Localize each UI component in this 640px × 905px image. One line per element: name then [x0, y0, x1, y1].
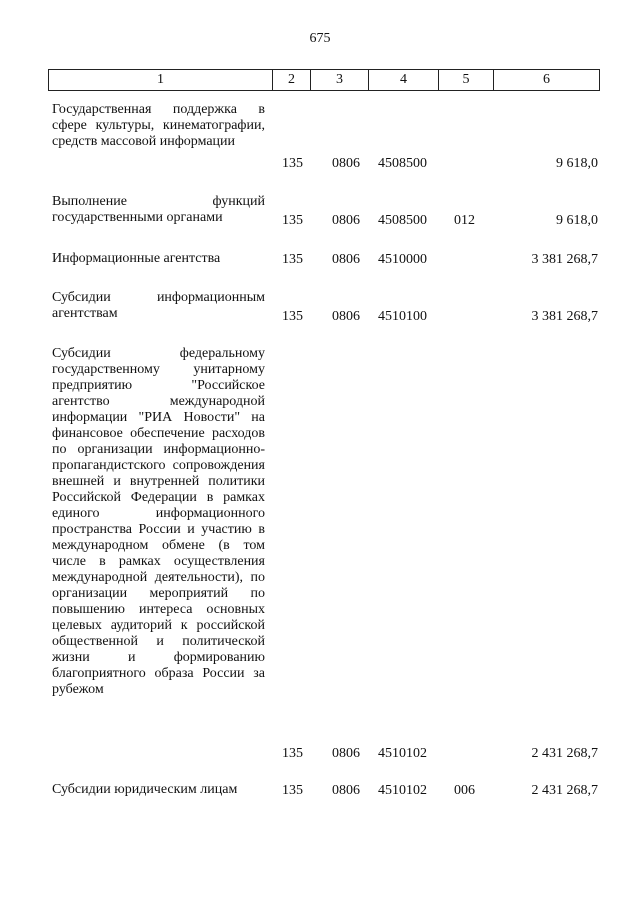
header-col-1: 1 [157, 72, 164, 87]
table-row [52, 102, 600, 172]
row-name: Субсидии федеральному государственному унитарному предприятию "Российское агентство международной информации "РИА Новости" на финансовое обеспечение расходов по организации информационно-пропагандистского сопровождения внешней и внутренней политики Российской Федерации в рамках единого информационного пространства России и участию в международном обмене (в том числе в рамках осуществления международной деятельности), по организации мероприятий по повышению интереса основных целевых аудиторий к российской общественной и политической жизни и формированию благоприятного образа России за рубежом [52, 346, 265, 697]
row-col-2: 135 [282, 252, 303, 267]
row-col-6: 3 381 268,7 [531, 252, 598, 267]
header-col-4: 4 [368, 70, 438, 90]
row-name: Субсидии юридическим лицам [52, 782, 238, 797]
table-header [48, 69, 600, 91]
row-col-6: 3 381 268,7 [531, 309, 598, 324]
header-col-3: 3 [310, 70, 368, 90]
row-name: Информационные агентства [52, 251, 221, 266]
row-col-3: 0806 [332, 746, 360, 761]
row-col-4: 4510102 [378, 783, 427, 798]
row-col-4: 4508500 [378, 156, 427, 171]
row-col-2: 135 [282, 213, 303, 228]
row-col-3: 0806 [332, 252, 360, 267]
row-name: Субсидии информационным агентствам [52, 290, 265, 321]
row-col-4: 4510102 [378, 746, 427, 761]
row-col-2: 135 [282, 156, 303, 171]
row-col-3: 0806 [332, 783, 360, 798]
table-row [52, 251, 600, 268]
header-col-2: 2 [272, 70, 310, 90]
header-col-6: 6 [493, 70, 599, 90]
row-col-5: 012 [454, 213, 475, 228]
row-col-2: 135 [282, 309, 303, 324]
row-name: Государственная поддержка в сфере культуры, кинематографии, средств массовой информации [52, 102, 265, 149]
row-col-4: 4508500 [378, 213, 427, 228]
row-col-3: 0806 [332, 213, 360, 228]
row-col-4: 4510000 [378, 252, 427, 267]
header-col-5: 5 [438, 70, 493, 90]
page-number: 675 [309, 31, 331, 46]
row-name: Выполнение функций государственными органами [52, 194, 265, 225]
row-col-4: 4510100 [378, 309, 427, 324]
row-col-6: 9 618,0 [556, 213, 598, 228]
row-col-5: 006 [454, 783, 475, 798]
table-row [52, 194, 600, 229]
table-row [52, 290, 600, 325]
row-col-2: 135 [282, 746, 303, 761]
row-col-6: 2 431 268,7 [531, 783, 598, 798]
row-col-3: 0806 [332, 309, 360, 324]
row-col-6: 2 431 268,7 [531, 746, 598, 761]
row-col-6: 9 618,0 [556, 156, 598, 171]
row-col-3: 0806 [332, 156, 360, 171]
table-row [52, 346, 600, 762]
table-row [52, 782, 600, 799]
row-col-2: 135 [282, 783, 303, 798]
